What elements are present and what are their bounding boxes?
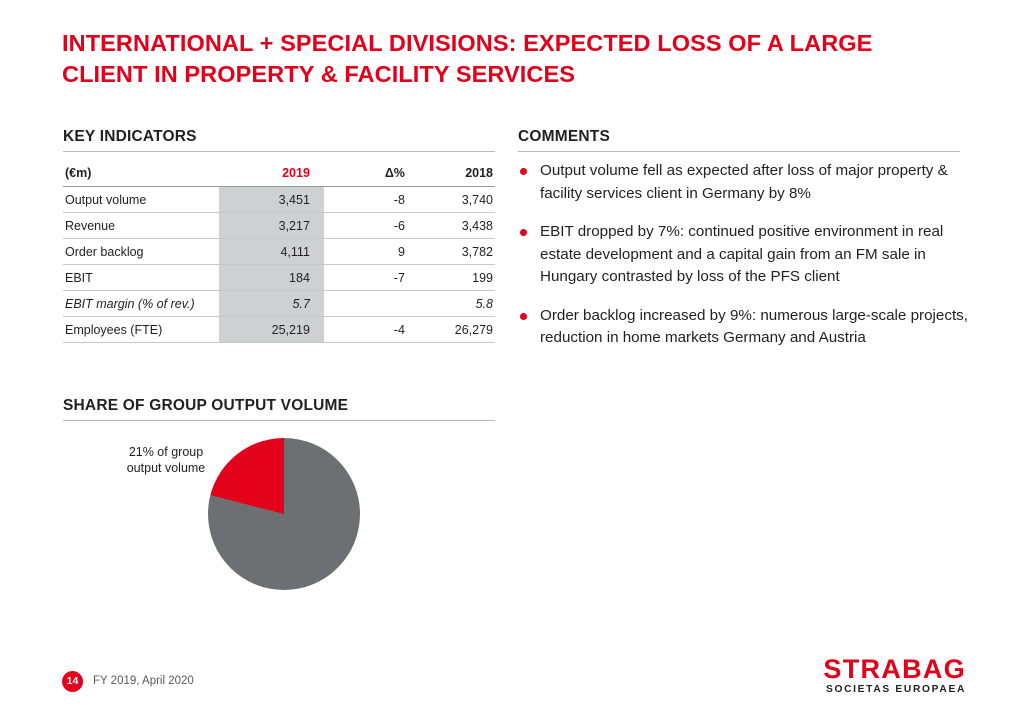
column-header-unit: (€m) bbox=[63, 160, 219, 187]
comments-divider bbox=[518, 151, 960, 152]
row-value-2018: 3,740 bbox=[415, 187, 495, 213]
row-label: EBIT margin (% of rev.) bbox=[63, 291, 219, 317]
page-number-badge: 14 bbox=[62, 671, 83, 692]
comments-list bbox=[518, 160, 968, 366]
table-row bbox=[63, 239, 495, 265]
bullet-icon bbox=[520, 168, 527, 175]
share-chart-area bbox=[63, 430, 495, 620]
row-label: Order backlog bbox=[63, 239, 219, 265]
row-value-2018: 3,782 bbox=[415, 239, 495, 265]
row-label: EBIT bbox=[63, 265, 219, 291]
page-title: INTERNATIONAL + SPECIAL DIVISIONS: EXPECTED LOSS OF A LARGE CLIENT IN PROPERTY & FACILITY SERVICES bbox=[62, 30, 873, 87]
row-value-2018: 3,438 bbox=[415, 213, 495, 239]
list-item bbox=[518, 160, 968, 205]
share-chart-divider bbox=[63, 420, 495, 421]
table-row bbox=[63, 265, 495, 291]
row-value-2018: 5.8 bbox=[415, 291, 495, 317]
footer-text: FY 2019, April 2020 bbox=[93, 675, 194, 687]
logo-wordmark: STRABAG bbox=[823, 654, 966, 684]
row-value-delta: -4 bbox=[324, 317, 415, 343]
bullet-icon bbox=[520, 229, 527, 236]
row-value-2018: 199 bbox=[415, 265, 495, 291]
row-value-2019: 4,111 bbox=[219, 239, 324, 265]
list-item bbox=[518, 221, 968, 289]
table-row bbox=[63, 213, 495, 239]
row-value-2019: 5.7 bbox=[219, 291, 324, 317]
key-indicators-table-wrap bbox=[63, 160, 495, 343]
key-indicators-heading: KEY INDICATORS bbox=[63, 128, 197, 145]
pie-chart bbox=[208, 438, 360, 590]
row-value-2019: 3,217 bbox=[219, 213, 324, 239]
table-row bbox=[63, 187, 495, 213]
row-value-delta: -6 bbox=[324, 213, 415, 239]
strabag-logo bbox=[823, 655, 966, 696]
row-value-2019: 25,219 bbox=[219, 317, 324, 343]
comments-heading: COMMENTS bbox=[518, 128, 611, 145]
share-chart-heading: SHARE OF GROUP OUTPUT VOLUME bbox=[63, 397, 349, 414]
list-item bbox=[518, 305, 968, 350]
row-value-delta: 9 bbox=[324, 239, 415, 265]
row-value-2019: 3,451 bbox=[219, 187, 324, 213]
table-header-row bbox=[63, 160, 495, 187]
row-label: Output volume bbox=[63, 187, 219, 213]
row-value-delta: -7 bbox=[324, 265, 415, 291]
comment-text: Order backlog increased by 9%: numerous large-scale projects, reduction in home markets Germany and Austria bbox=[540, 306, 968, 346]
table-row bbox=[63, 317, 495, 343]
row-value-delta bbox=[324, 291, 415, 317]
table-row bbox=[63, 291, 495, 317]
row-value-2019: 184 bbox=[219, 265, 324, 291]
bullet-icon bbox=[520, 313, 527, 320]
row-value-2018: 26,279 bbox=[415, 317, 495, 343]
key-indicators-divider bbox=[63, 151, 495, 152]
row-value-delta: -8 bbox=[324, 187, 415, 213]
comment-text: EBIT dropped by 7%: continued positive environment in real estate development and a capital gain from an FM sale in Hungary contrasted by loss of the PFS client bbox=[540, 223, 944, 285]
key-indicators-table bbox=[63, 160, 495, 343]
pie-slice-label: 21% of group output volume bbox=[126, 445, 206, 475]
column-header-2018: 2018 bbox=[415, 160, 495, 187]
row-label: Employees (FTE) bbox=[63, 317, 219, 343]
column-header-2019: 2019 bbox=[219, 160, 324, 187]
logo-subtitle: SOCIETAS EUROPAEA bbox=[825, 684, 966, 695]
column-header-delta: Δ% bbox=[324, 160, 415, 187]
row-label: Revenue bbox=[63, 213, 219, 239]
comment-text: Output volume fell as expected after loss of major property & facility services client in Germany by 8% bbox=[540, 162, 948, 202]
